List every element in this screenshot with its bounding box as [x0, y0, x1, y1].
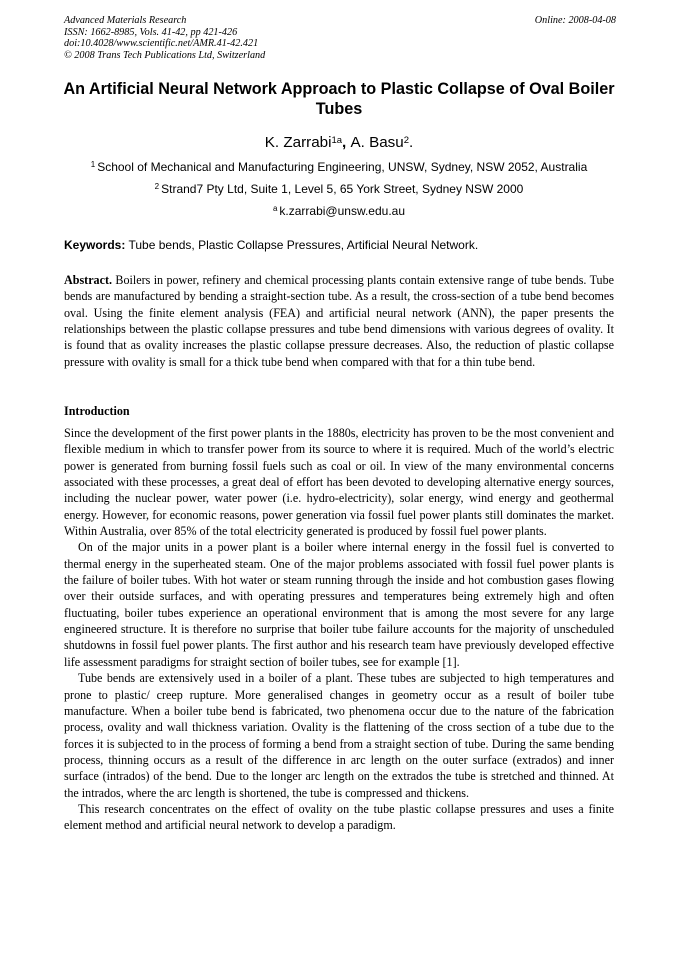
abstract-paragraph	[64, 272, 614, 370]
affiliation-text: School of Mechanical and Manufacturing Engineering, UNSW, Sydney, NSW 2052, Australia	[97, 160, 588, 174]
section-heading: Introduction	[64, 404, 130, 418]
author-superscript: 1a	[331, 135, 343, 146]
body-paragraph: Since the development of the first power plants in the 1880s, electricity has proven to be the most convenient and flexible medium in which to transfer power from its source to where it is required. Much of the world’s electric power is generated from burning fossil fuels such as coal or oil. In view of the many environmental concerns associated with these processes, a great deal of effort has been devoted to developing alternative energy sources, including the nuclear power, water power (i.e. hydro-electricity), solar energy, wind energy and geothermal energy. However, for economic reasons, power generation via fossil fuel power plants still dominates the market. Within Australia, over 85% of the total electricity generated is produced by fossil fuel power plants.	[64, 426, 614, 539]
author-line	[0, 133, 678, 152]
journal-header	[64, 15, 616, 61]
author-email	[0, 204, 678, 218]
introduction-body	[64, 425, 614, 834]
author-line-end: .	[408, 134, 414, 151]
body-paragraph: Tube bends are extensively used in a boiler of a plant. These tubes are subjected to high temperatures and prone to plastic/ creep rupture. More generalised changes in geometry occur as a result of boiler tube manufacture. When a boiler tube bend is fabricated, two phenomena occur due to the nature of the fabrication process, ovality and wall thickness variation. Ovality is the flattening of the cross section of a tube due to the forces it is subjected to in the process of forming a bend from a straight section of tube. During the same bending process, thinning occurs as a result of the difference in arc length on the outer surface (extrados) and inner surface (intrados) of the bend. Due to the longer arc length on the extrados the tube is stretched and thinned. At the intrados, where the arc length is shortened, the tube is compressed and thickens.	[64, 671, 614, 800]
keywords-text: Tube bends, Plastic Collapse Pressures, Artificial Neural Network.	[125, 238, 479, 252]
affiliation-mark: 2	[154, 182, 160, 191]
affiliation-text: Strand7 Pty Ltd, Suite 1, Level 5, 65 York Street, Sydney NSW 2000	[161, 182, 524, 196]
journal-name: Advanced Materials Research	[64, 15, 187, 26]
affiliation-1	[0, 160, 678, 174]
abstract-label: Abstract.	[64, 273, 113, 287]
affiliation-2	[0, 182, 678, 196]
body-paragraph: This research concentrates on the effect of ovality on the tube plastic collapse pressures and uses a finite element method and artificial neural network to develop a paradigm.	[64, 801, 614, 833]
abstract-text: Boilers in power, refinery and chemical processing plants contain extensive range of tube bends. Tube bends are manufactured by bending a straight-section tube. As a result, the cross-section of a tube bend becomes oval. Using the finite element analysis (FEA) and artificial neural network (ANN), the paper presents the relationships between the plastic collapse pressures and tube bend dimensions with various degrees of ovality. It is found that as ovality increases the plastic collapse pressure decreases. Also, the reduction of plastic collapse pressure with ovality is small for a thick tube bend when compared with that for a thin tube bend.	[64, 273, 614, 369]
journal-doi: doi:10.4028/www.scientific.net/AMR.41-42.421	[64, 38, 259, 50]
keywords	[64, 238, 624, 252]
journal-issn: ISSN: 1662-8985, Vols. 41-42, pp 421-426	[64, 26, 238, 38]
author-name: A. Basu	[350, 134, 404, 151]
body-paragraph: On of the major units in a power plant is a boiler where internal energy in the fossil fuel is converted to thermal energy in the superheated steam. One of the major problems associated with fossil fuel power plants is the failure of boiler tubes. With hot water or steam running through the inside and hot combustion gases flowing over their outside surfaces, and with operating pressures and temperatures being extremely high and often fluctuating, boiler tubes experience an operational environment that is among the most severe for any large engineered structure. It is therefore no surprise that boiler tube failure accounts for the majority of unscheduled shutdowns in fossil fuel power plants. The first author and his research team have previously developed effective life assessment paradigms for straight section of boiler tubes, see for example [1].	[64, 540, 614, 669]
journal-copyright: © 2008 Trans Tech Publications Ltd, Switzerland	[64, 49, 266, 61]
author-separator: ,	[342, 134, 351, 151]
online-date: Online: 2008-04-08	[534, 15, 616, 26]
author-name: K. Zarrabi	[264, 134, 332, 151]
abstract	[64, 272, 614, 370]
keywords-label: Keywords:	[64, 238, 126, 252]
paper-title: An Artificial Neural Network Approach to Plastic Collapse of Oval Boiler Tubes	[63, 80, 615, 118]
affiliation-mark: 1	[90, 160, 96, 169]
affiliation-mark: a	[272, 204, 278, 213]
affiliation-text: k.zarrabi@unsw.edu.au	[279, 204, 406, 218]
author-superscript: 2	[403, 135, 409, 146]
